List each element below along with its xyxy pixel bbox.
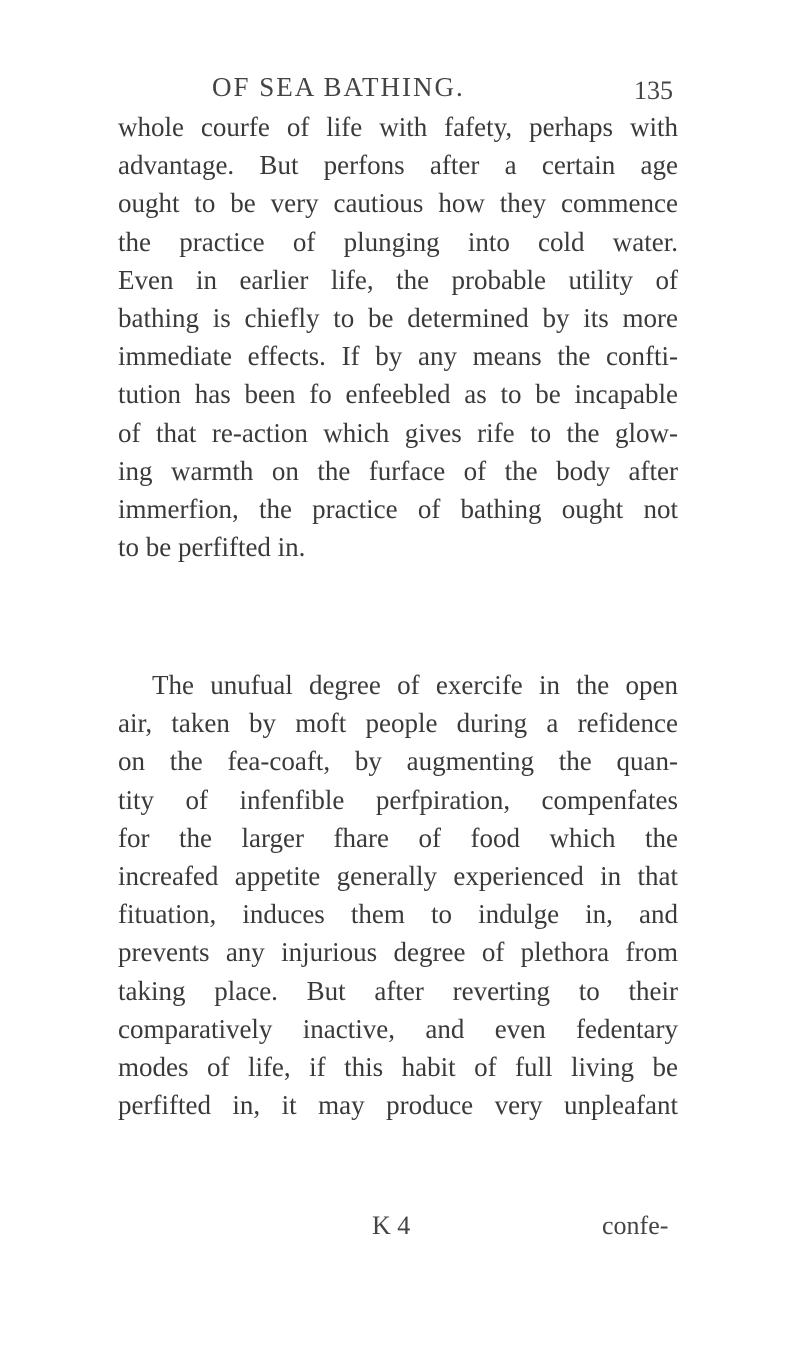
text-line: increafed appetite generally experienced in that [118,861,678,892]
text-line: ought to be very cautious how they commence [118,188,678,219]
text-line: bathing is chiefly to be determined by its more [118,303,678,334]
signature-mark: K 4 [372,1211,411,1240]
text-line: modes of life, if this habit of full living be [118,1052,678,1083]
paragraph-1 [118,108,678,566]
text-line: comparatively inactive, and even fedentary [118,1013,678,1044]
text-line: tution has been fo enfeebled as to be incapable [118,379,678,410]
text-line: air, taken by moft people during a refidence [118,708,678,739]
text-line: fituation, induces them to indulge in, and [118,899,678,930]
text-line: to be perfifted in. [118,532,306,563]
catchword: confe- [602,1211,669,1240]
text-line: advantage. But perfons after a certain age [118,150,678,181]
text-line: The unufual degree of exercife in the open [152,670,678,700]
text-line: on the fea-coaft, by augmenting the quan- [118,746,678,777]
page-number: 135 [634,76,673,105]
text-line: ing warmth on the furface of the body after [118,455,678,486]
text-line: immediate effects. If by any means the confti- [118,341,678,372]
running-title: OF SEA BATHING. [212,72,465,102]
text-line: perfifted in, it may produce very unpleafant [118,1090,678,1121]
text-line: tity of infenfible perfpiration, compenfates [118,784,678,815]
text-line: for the larger fhare of food which the [118,822,678,853]
text-line: Even in earlier life, the probable utility of [118,264,678,295]
paragraph-2 [118,666,678,1124]
text-line: immerfion, the practice of bathing ought not [118,494,678,525]
text-line: whole courfe of life with fafety, perhaps with [118,112,678,142]
text-line: of that re-action which gives rife to the glow- [118,417,678,448]
text-line: the practice of plunging into cold water. [118,226,678,257]
text-line: taking place. But after reverting to their [118,975,678,1006]
text-line: prevents any injurious degree of plethora from [118,937,678,968]
